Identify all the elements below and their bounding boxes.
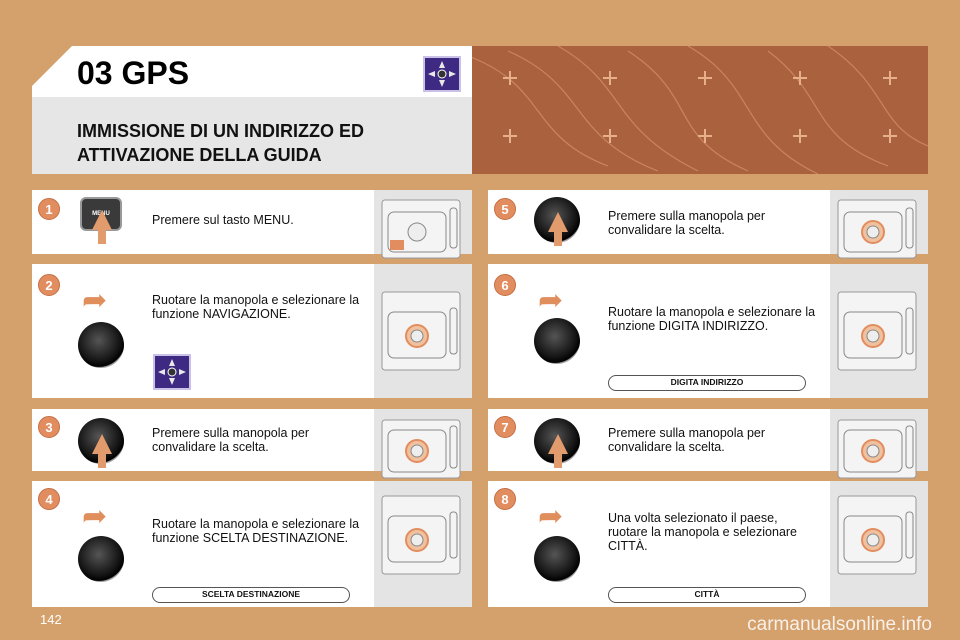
radio-panel-3-icon [380, 408, 462, 490]
step-text-1: Premere sul tasto MENU. [152, 213, 294, 227]
knob-4-icon [78, 536, 124, 582]
screen-option-pill: CITTÀ [608, 587, 806, 603]
radio-panel-8-icon [836, 494, 918, 576]
screen-option-pill: SCELTA DESTINAZIONE [152, 587, 350, 603]
radio-panel-6-icon [836, 290, 918, 372]
rotate-arrow-6-icon: ➦ [538, 284, 564, 317]
rotate-arrow-8-icon: ➦ [538, 500, 564, 533]
step-number-3: 3 [38, 416, 60, 438]
step-number-1: 1 [38, 198, 60, 220]
rotate-arrow-2-icon: ➦ [82, 284, 108, 317]
press-arrow-5-icon [548, 212, 568, 232]
step-number-7: 7 [494, 416, 516, 438]
press-arrow-3-icon [92, 434, 112, 454]
step-text-8: Una volta selezionato il paese, ruotare la manopola e selezionare CITTÀ. [608, 511, 798, 553]
step-number-2: 2 [38, 274, 60, 296]
step-text-2: Ruotare la manopola e selezionare la funzione NAVIGAZIONE. [152, 293, 360, 321]
page-subtitle: IMMISSIONE DI UN INDIRIZZO ED ATTIVAZIONE DELLA GUIDA [77, 121, 365, 165]
step-number-8: 8 [494, 488, 516, 510]
gps-navigation-small-icon [153, 354, 191, 390]
step-number-6: 6 [494, 274, 516, 296]
radio-panel-5-icon [836, 188, 918, 270]
step-number-5: 5 [494, 198, 516, 220]
section-title: 03 GPS [77, 55, 190, 91]
step-text-5: Premere sulla manopola per convalidare la scelta. [608, 209, 766, 237]
radio-panel-2-icon [380, 290, 462, 372]
radio-panel-4-icon [380, 494, 462, 576]
knob-2-icon [78, 322, 124, 368]
screen-option-pill: DIGITA INDIRIZZO [608, 375, 806, 391]
knob-6-icon [534, 318, 580, 364]
step-text-4: Ruotare la manopola e selezionare la funzione SCELTA DESTINAZIONE. [152, 517, 360, 545]
step-text-3: Premere sulla manopola per convalidare la scelta. [152, 426, 310, 454]
step-text-6: Ruotare la manopola e selezionare la funzione DIGITA INDIRIZZO. [608, 305, 816, 333]
step-number-4: 4 [38, 488, 60, 510]
step-text-7: Premere sulla manopola per convalidare la scelta. [608, 426, 766, 454]
knob-8-icon [534, 536, 580, 582]
gps-navigation-icon [423, 56, 461, 92]
press-arrow-1-icon [92, 210, 112, 230]
menu-key-icon: MENU [80, 197, 122, 231]
watermark: carmanualsonline.info [747, 614, 932, 635]
radio-panel-7-icon [836, 408, 918, 490]
press-arrow-7-icon [548, 434, 568, 454]
radio-panel-1-icon [380, 188, 462, 270]
page-number: 142 [40, 612, 62, 627]
rotate-arrow-4-icon: ➦ [82, 500, 108, 533]
